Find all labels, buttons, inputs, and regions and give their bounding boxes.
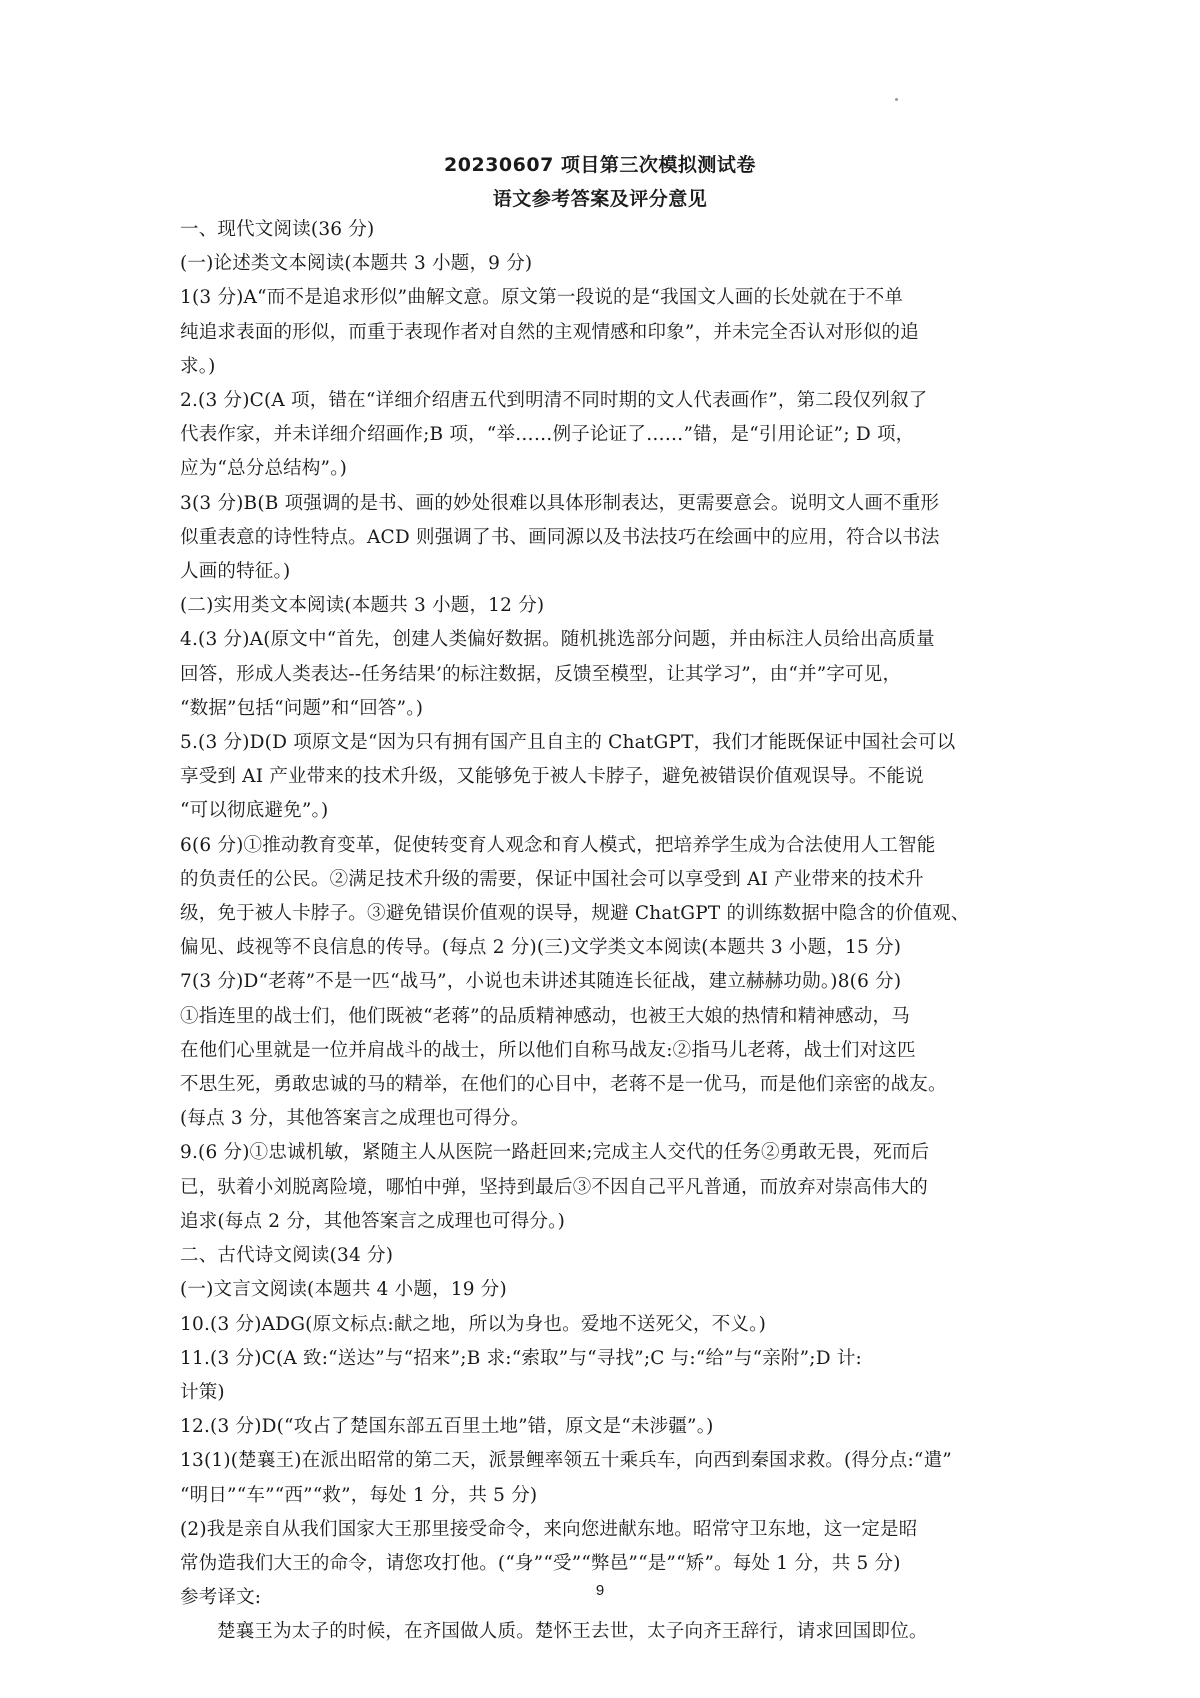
text-line: “可以彻底避免”。) <box>180 800 329 822</box>
text-line: 似重表意的诗性特点。ACD 则强调了书、画同源以及书法技巧在绘画中的应用，符合以书法 <box>180 526 940 548</box>
text-line: 2.(3 分)C(A 项，错在“详细介绍唐五代到明清不同时期的文人代表画作”，第二段仅列叙了 <box>180 390 928 412</box>
text-line: 应为“总分总结构”。) <box>180 458 348 480</box>
text-line: (2)我是亲自从我们国家大王那里接受命令，来向您进献东地。昭常守卫东地，这一定是昭 <box>180 1518 918 1540</box>
text-line: (一)文言文阅读(本题共 4 小题，19 分) <box>180 1279 507 1301</box>
text-line: 代表作家，并未详细介绍画作;B 项，“举……例子论证了……”错，是“引用论证”; D 项， <box>180 424 915 446</box>
text-line: (一)论述类文本阅读(本题共 3 小题，9 分) <box>180 253 533 275</box>
text-line: 纯追求表面的形似，而重于表现作者对自然的主观情感和印象”，并未完全否认对形似的追 <box>180 321 919 343</box>
text-line: 计策) <box>180 1381 225 1403</box>
text-line: 的负责任的公民。②满足技术升级的需要，保证中国社会可以享受到 AI 产业带来的技术升 <box>180 868 924 890</box>
text-line: (二)实用类文本阅读(本题共 3 小题，12 分) <box>180 595 545 617</box>
text-line: ①指连里的战士们，他们既被“老蒋”的品质精神感动，也被王大娘的热情和精神感动，马 <box>180 1005 910 1027</box>
text-line: (每点 3 分，其他答案言之成理也可得分。 <box>180 1108 530 1130</box>
title-block <box>0 148 1200 216</box>
text-line: 4.(3 分)A(原文中“首先，创建人类偏好数据。随机挑选部分问题，并由标注人员给出高质量 <box>180 629 935 651</box>
text-line: 参考译文: <box>180 1587 262 1609</box>
document-title: 20230607 项目第三次模拟测试卷 <box>444 154 756 176</box>
text-line: 求。) <box>180 355 216 377</box>
document-subtitle: 语文参考答案及评分意见 <box>492 188 708 210</box>
text-line: 常伪造我们大王的命令，请您攻打他。(“身”“受”“弊邑”“是”“矫”。每处 1 分，共 5 分) <box>180 1552 901 1574</box>
text-line: 级，免于被人卡脖子。③避免错误价值观的误导，规避 ChatGPT 的训练数据中隐含的价值观、 <box>180 903 970 925</box>
text-line: 已，驮着小刘脱离险境，哪怕中弹，坚持到最后③不因自己平凡普通，而放弃对崇高伟大的 <box>180 1176 929 1198</box>
page-number: 9 <box>595 1582 605 1599</box>
text-line: “数据”包括“问题”和“回答”。) <box>180 697 424 719</box>
text-line: 7(3 分)D“老蒋”不是一匹“战马”，小说也未讲述其随连长征战，建立赫赫功勋。)8(6 分) <box>180 971 902 993</box>
text-line: 不思生死，勇敢忠诚的马的精举，在他们的心目中，老蒋不是一优马，而是他们亲密的战友。 <box>180 1074 947 1096</box>
text-line: 在他们心里就是一位并肩战斗的战士，所以他们自称马战友:②指马儿老蒋，战士们对这匹 <box>180 1039 916 1061</box>
text-line: 二、古代诗文阅读(34 分) <box>180 1245 394 1267</box>
text-line: 10.(3 分)ADG(原文标点:献之地，所以为身也。爱地不送死父，不义。) <box>180 1313 766 1335</box>
text-line: 追求(每点 2 分，其他答案言之成理也可得分。) <box>180 1210 566 1232</box>
text-line: 1(3 分)A“而不是追求形似”曲解文意。原文第一段说的是“我国文人画的长处就在于不单 <box>180 287 904 309</box>
text-line: “明日”“车”“西”“救”，每处 1 分，共 5 分) <box>180 1484 538 1506</box>
text-line: 人画的特征。) <box>180 561 291 583</box>
text-line: 9.(6 分)①忠诚机敏，紧随主人从医院一路赶回来;完成主人交代的任务②勇敢无畏，死而后 <box>180 1142 930 1164</box>
scan-dot <box>895 98 898 101</box>
text-line: 5.(3 分)D(D 项原文是“因为只有拥有国产且自主的 ChatGPT，我们才能既保证中国社会可以 <box>180 732 956 754</box>
text-line: 6(6 分)①推动教育变革，促使转变育人观念和育人模式，把培养学生成为合法使用人工智能 <box>180 834 936 856</box>
text-line: 回答，形成人类表达--任务结果’的标注数据，反馈至模型，让其学习”，由“并”字可见， <box>180 663 902 685</box>
text-line: 11.(3 分)C(A 致:“送达”与“招来”;B 求:“索取”与“寻找”;C 与:“给”与“亲附”;D 计: <box>180 1347 862 1369</box>
text-line: 楚襄王为太子的时候，在齐国做人质。楚怀王去世，太子向齐王辞行，请求回国即位。 <box>217 1621 928 1643</box>
text-line: 3(3 分)B(B 项强调的是书、画的妙处很难以具体形制表达，更需要意会。说明文人画不重形 <box>180 492 940 514</box>
text-line: 13(1)(楚襄王)在派出昭常的第二天，派景鲤率领五十乘兵车，向西到秦国求救。(得分点:“遣” <box>180 1450 952 1472</box>
answer-content <box>180 213 1030 1650</box>
text-line: 偏见、歧视等不良信息的传导。(每点 2 分)(三)文学类文本阅读(本题共 3 小题，15 分) <box>180 937 902 959</box>
text-line: 一、现代文阅读(36 分) <box>180 219 375 240</box>
text-line: 享受到 AI 产业带来的技术升级，又能够免于被人卡脖子，避免被错误价值观误导。不能说 <box>180 766 924 788</box>
text-line: 12.(3 分)D(“攻占了楚国东部五百里土地”错，原文是“未涉疆”。) <box>180 1416 714 1438</box>
